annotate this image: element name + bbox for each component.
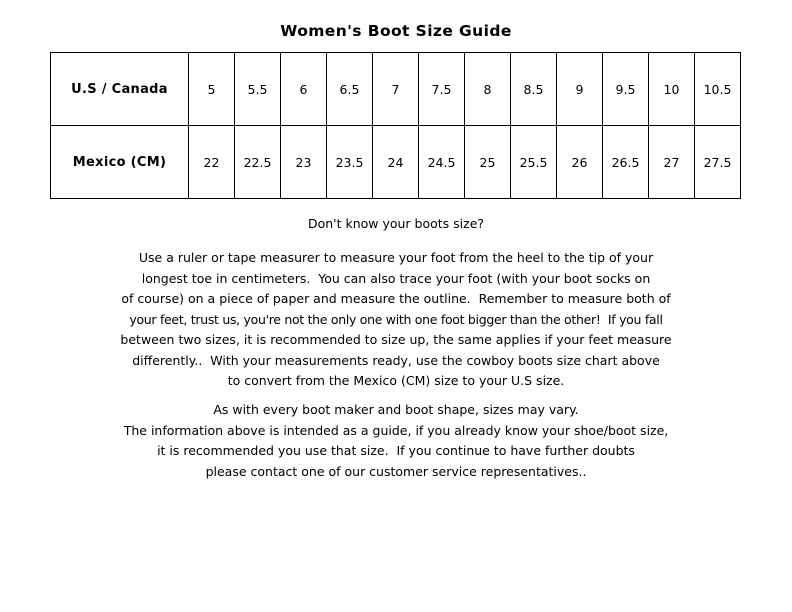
paragraph2-line-1: As with every boot maker and boot shape, sizes may vary. xyxy=(213,402,579,417)
paragraph1-line-4: your feet, trust us, you're not the only one with one foot bigger than the other! If you fall xyxy=(129,311,663,327)
measuring-instructions-paragraph xyxy=(0,248,792,392)
cell-us-7: 8 xyxy=(465,53,511,126)
cell-us-1: 5 xyxy=(189,53,235,126)
cell-mx-4: 23.5 xyxy=(327,126,373,199)
paragraph1-line-6: differently.. With your measurements ready, use the cowboy boots size chart above xyxy=(132,352,660,368)
cell-mx-11: 27 xyxy=(649,126,695,199)
paragraph1-line-5: between two sizes, it is recommended to size up, the same applies if your feet measure xyxy=(120,332,672,347)
disclaimer-paragraph xyxy=(0,400,792,482)
cell-mx-2: 22.5 xyxy=(235,126,281,199)
cell-mx-3: 23 xyxy=(281,126,327,199)
paragraph1-line-1: Use a ruler or tape measurer to measure your foot from the heel to the tip of your xyxy=(138,250,654,265)
cell-us-6: 7.5 xyxy=(419,53,465,126)
row-header-mexico-cm: Mexico (CM) xyxy=(51,126,189,199)
cell-mx-12: 27.5 xyxy=(695,126,741,199)
size-conversion-table xyxy=(50,52,741,199)
cell-mx-8: 25.5 xyxy=(511,126,557,199)
cell-us-8: 8.5 xyxy=(511,53,557,126)
cell-us-4: 6.5 xyxy=(327,53,373,126)
paragraph1-line-3: of course) on a piece of paper and measure the outline. Remember to measure both of xyxy=(121,291,671,306)
paragraph1-line-7: to convert from the Mexico (CM) size to your U.S size. xyxy=(227,373,565,388)
cell-mx-5: 24 xyxy=(373,126,419,199)
cell-us-12: 10.5 xyxy=(695,53,741,126)
cell-us-9: 9 xyxy=(557,53,603,126)
paragraph1-line-2: longest toe in centimeters. You can also trace your foot (with your boot socks on xyxy=(141,270,651,286)
table-row xyxy=(51,126,741,199)
row-header-us-canada: U.S / Canada xyxy=(51,53,189,126)
cell-us-2: 5.5 xyxy=(235,53,281,126)
paragraph2-line-2: The information above is intended as a guide, if you already know your shoe/boot size, xyxy=(123,422,669,438)
cell-mx-9: 26 xyxy=(557,126,603,199)
cell-mx-1: 22 xyxy=(189,126,235,199)
cell-us-3: 6 xyxy=(281,53,327,126)
cell-us-10: 9.5 xyxy=(603,53,649,126)
table-row xyxy=(51,53,741,126)
page-title: Women's Boot Size Guide xyxy=(280,22,512,40)
subheading: Don't know your boots size? xyxy=(307,216,485,231)
cell-mx-7: 25 xyxy=(465,126,511,199)
cell-us-5: 7 xyxy=(373,53,419,126)
paragraph2-line-4: please contact one of our customer service representatives.. xyxy=(205,463,587,479)
paragraph2-line-3: it is recommended you use that size. If you continue to have further doubts xyxy=(157,443,635,458)
cell-mx-6: 24.5 xyxy=(419,126,465,199)
cell-us-11: 10 xyxy=(649,53,695,126)
cell-mx-10: 26.5 xyxy=(603,126,649,199)
